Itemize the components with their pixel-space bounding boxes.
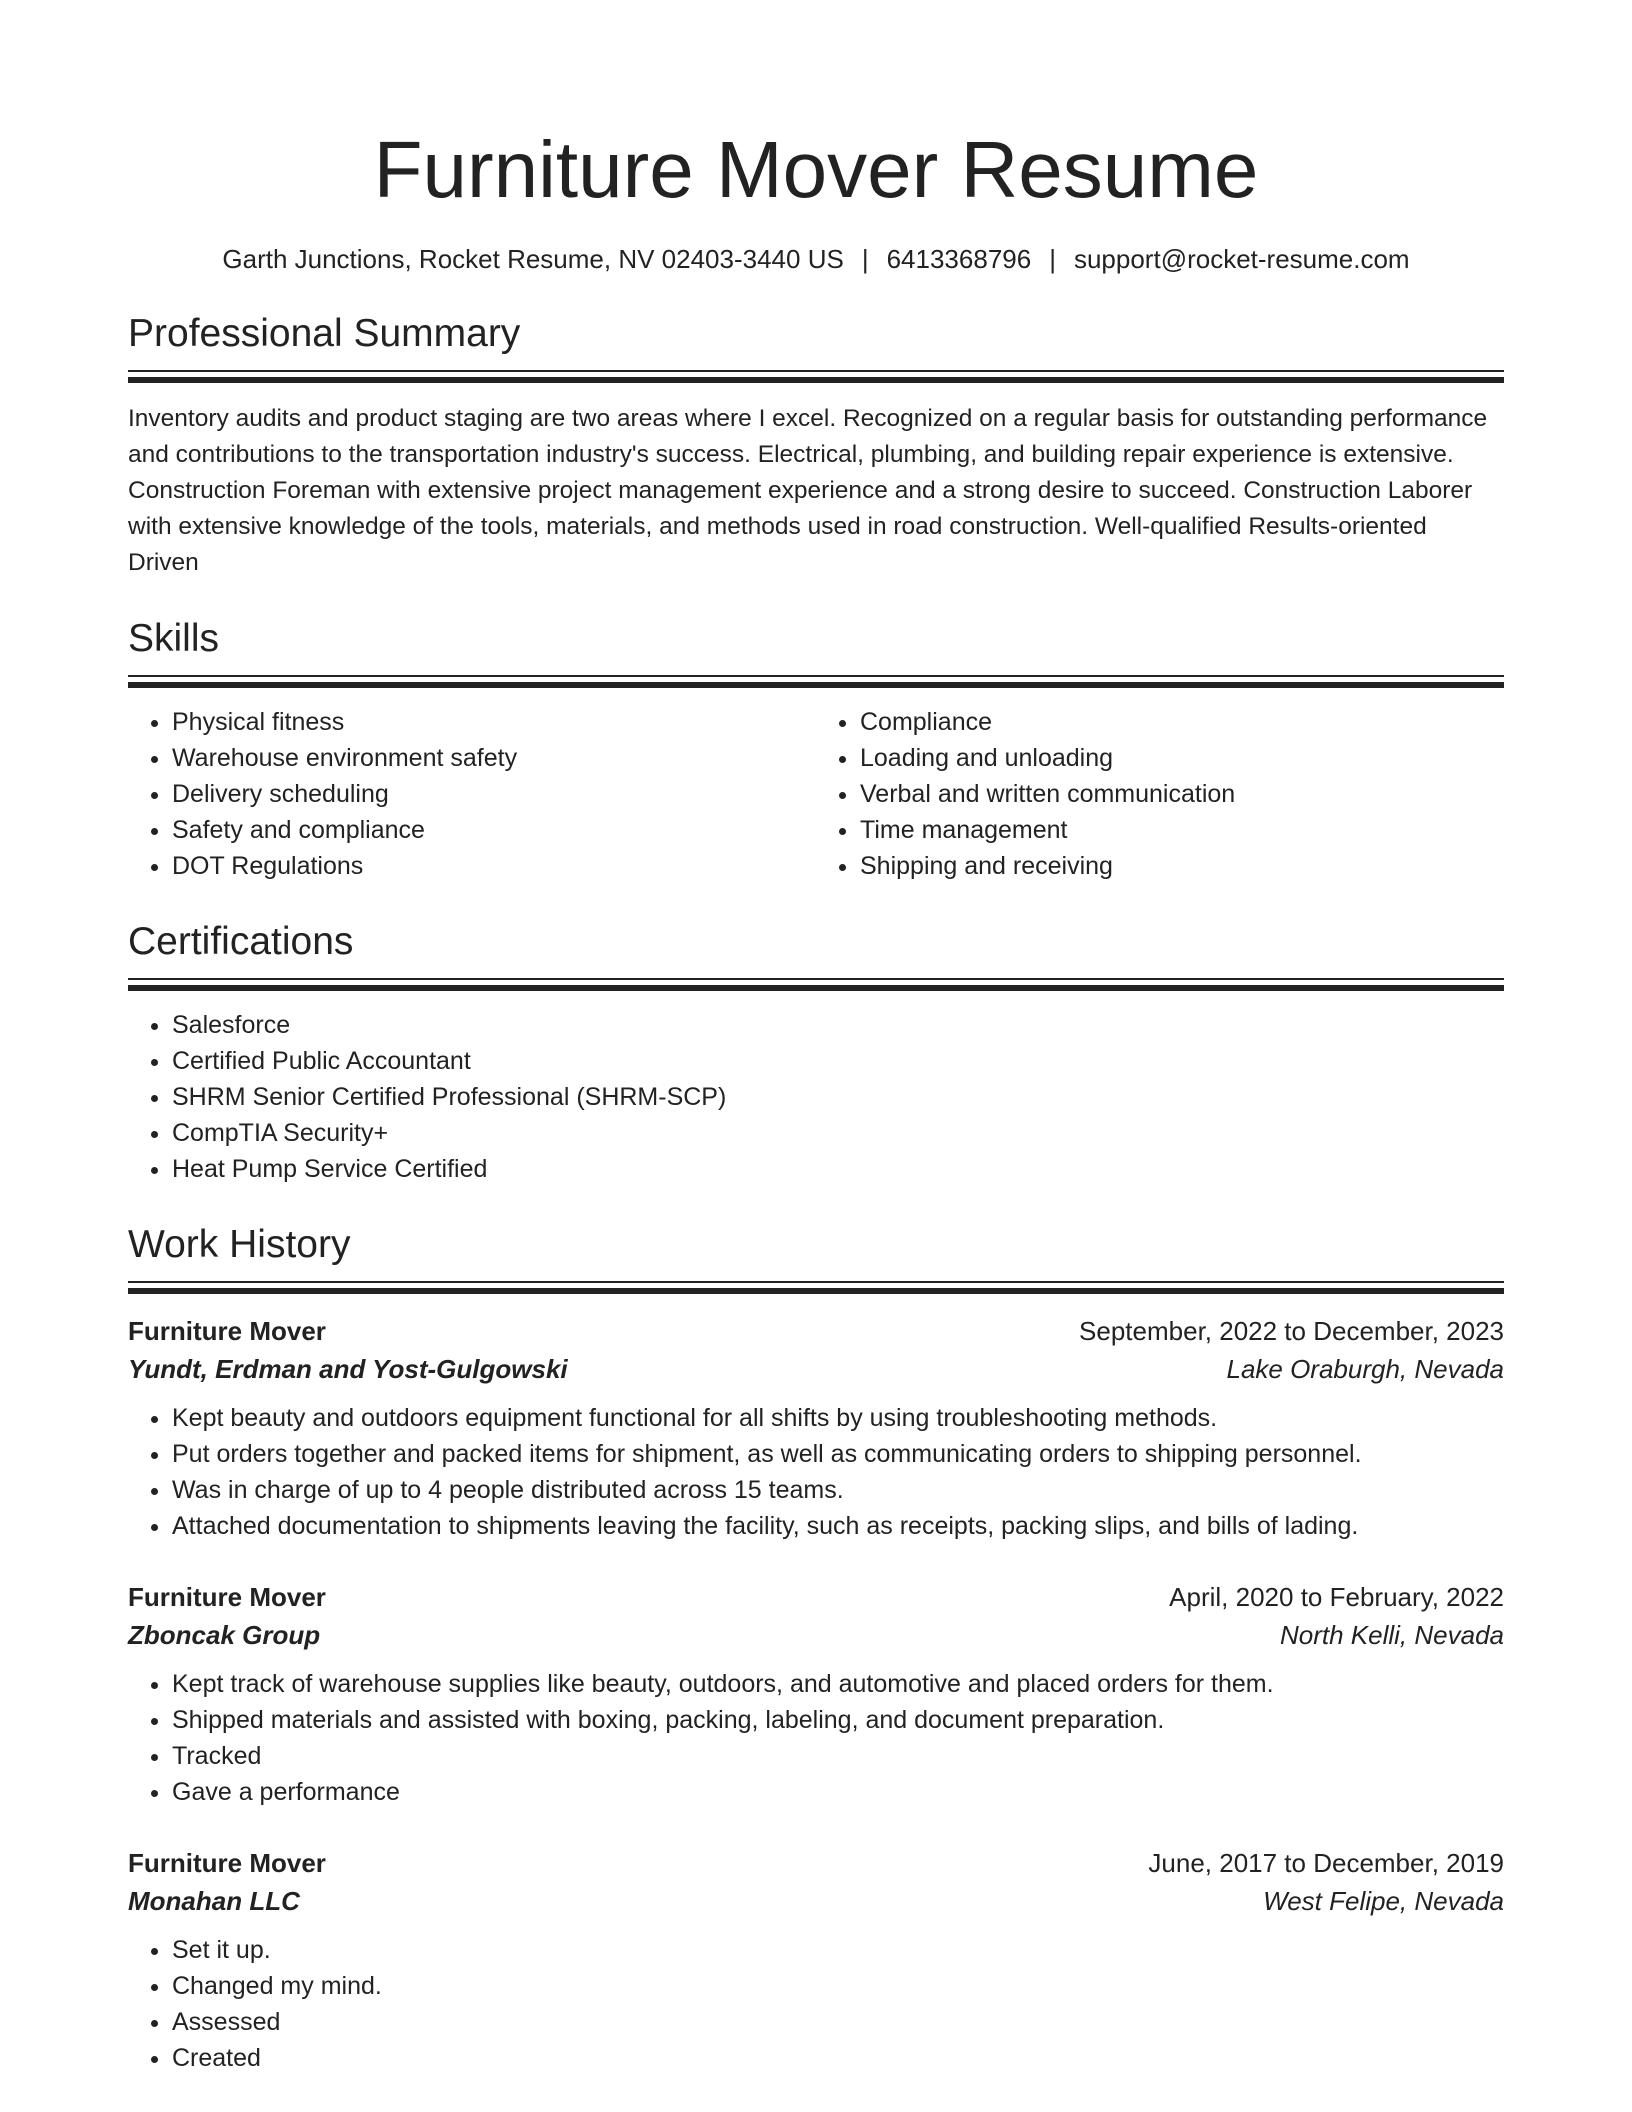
job-header-row <box>128 1844 1504 1882</box>
job-company-row <box>128 1882 1504 1920</box>
certification-item: • Heat Pump Service Certified <box>172 1151 1504 1187</box>
job-company-row <box>128 1616 1504 1654</box>
skill-item: • Loading and unloading <box>860 740 1504 776</box>
job-entry <box>128 1312 1504 1544</box>
certifications-section <box>128 918 1504 1187</box>
job-entry <box>128 1844 1504 2076</box>
skill-item: • Delivery scheduling <box>172 776 816 812</box>
job-bullet: • Tracked <box>172 1738 1504 1774</box>
skill-item: • Warehouse environment safety <box>172 740 816 776</box>
job-bullets <box>128 1932 1504 2076</box>
skills-grid <box>128 704 1504 884</box>
job-header-row <box>128 1312 1504 1350</box>
job-bullet: • Assessed <box>172 2004 1504 2040</box>
resume-title: Furniture Mover Resume <box>373 125 1259 214</box>
skill-item: • Compliance <box>860 704 1504 740</box>
job-bullets <box>128 1666 1504 1810</box>
job-company: Yundt, Erdman and Yost-Gulgowski <box>128 1354 568 1384</box>
certification-item: • Salesforce <box>172 1007 1504 1043</box>
job-bullet: • Shipped materials and assisted with boxing, packing, labeling, and document preparation. <box>172 1702 1504 1738</box>
section-rule <box>128 370 1504 372</box>
section-rule-thick <box>128 682 1504 688</box>
section-rule <box>128 978 1504 980</box>
job-company: Zboncak Group <box>128 1620 321 1650</box>
contact-address: Garth Junctions, Rocket Resume, NV 02403-3440 US <box>222 244 844 274</box>
job-entry <box>128 1578 1504 1810</box>
job-bullet: • Changed my mind. <box>172 1968 1504 2004</box>
skill-item: • Physical fitness <box>172 704 816 740</box>
job-dates: September, 2022 to December, 2023 <box>1079 1316 1504 1346</box>
job-location: North Kelli, Nevada <box>1280 1620 1504 1650</box>
contact-separator: | <box>1049 244 1056 274</box>
certifications-list <box>128 1007 1504 1187</box>
job-company-row <box>128 1350 1504 1388</box>
job-bullet: • Kept beauty and outdoors equipment functional for all shifts by using troubleshooting methods. <box>172 1400 1504 1436</box>
job-bullet: • Attached documentation to shipments leaving the facility, such as receipts, packing slips, and bills of lading. <box>172 1508 1504 1544</box>
section-rule-thick <box>128 377 1504 383</box>
job-dates: April, 2020 to February, 2022 <box>1169 1582 1504 1612</box>
contact-separator: | <box>861 244 869 274</box>
job-title: Furniture Mover <box>128 1582 326 1612</box>
summary-heading: Professional Summary <box>128 312 521 355</box>
job-bullet: • Gave a performance <box>172 1774 1504 1810</box>
skill-item: • DOT Regulations <box>172 848 816 884</box>
section-rule-thick <box>128 985 1504 991</box>
job-company: Monahan LLC <box>128 1886 300 1916</box>
contact-email: support@rocket-resume.com <box>1073 244 1410 274</box>
skill-item: • Time management <box>860 812 1504 848</box>
job-bullet: • Was in charge of up to 4 people distributed across 15 teams. <box>172 1472 1504 1508</box>
skill-item: • Safety and compliance <box>172 812 816 848</box>
certification-item: • SHRM Senior Certified Professional (SHRM-SCP) <box>172 1079 1504 1115</box>
job-bullet: • Created <box>172 2040 1504 2076</box>
skill-item: • Shipping and receiving <box>860 848 1504 884</box>
section-rule-thick <box>128 1288 1504 1294</box>
job-location: Lake Oraburgh, Nevada <box>1226 1354 1504 1384</box>
job-location: West Felipe, Nevada <box>1263 1886 1504 1916</box>
certification-item: • CompTIA Security+ <box>172 1115 1504 1151</box>
skill-item: • Verbal and written communication <box>860 776 1504 812</box>
skills-list-left <box>128 704 816 884</box>
section-rule <box>128 675 1504 677</box>
section-rule <box>128 1281 1504 1283</box>
work-history-section <box>128 1221 1504 2076</box>
contact-line <box>128 242 1504 276</box>
job-bullet: • Kept track of warehouse supplies like beauty, outdoors, and automotive and placed orders for them. <box>172 1666 1504 1702</box>
job-dates: June, 2017 to December, 2019 <box>1148 1848 1504 1878</box>
job-bullet: • Put orders together and packed items for shipment, as well as communicating orders to shipping personnel. <box>172 1436 1504 1472</box>
contact-phone: 6413368796 <box>886 244 1032 274</box>
skills-section <box>128 615 1504 884</box>
certifications-heading: Certifications <box>128 920 354 963</box>
summary-text: Inventory audits and product staging are two areas where I excel. Recognized on a regular basis for outstanding performance and contributions to the transportation industry's success. Electrical, plumbing, and building repair experience is extensive. Construction Foreman with extensive project management experience and a strong desire to succeed. Construction Laborer with extensive knowledge of the tools, materials, and methods used in road construction. Well-qualified Results-oriented Driven <box>128 405 1488 576</box>
job-header-row <box>128 1578 1504 1616</box>
job-bullets <box>128 1400 1504 1544</box>
job-title: Furniture Mover <box>128 1316 326 1346</box>
job-bullet: • Set it up. <box>172 1932 1504 1968</box>
job-title: Furniture Mover <box>128 1848 326 1878</box>
work-history-heading: Work History <box>128 1223 351 1266</box>
certification-item: • Certified Public Accountant <box>172 1043 1504 1079</box>
skills-list-right <box>816 704 1504 884</box>
skills-heading: Skills <box>128 617 220 660</box>
summary-section <box>128 310 1504 581</box>
